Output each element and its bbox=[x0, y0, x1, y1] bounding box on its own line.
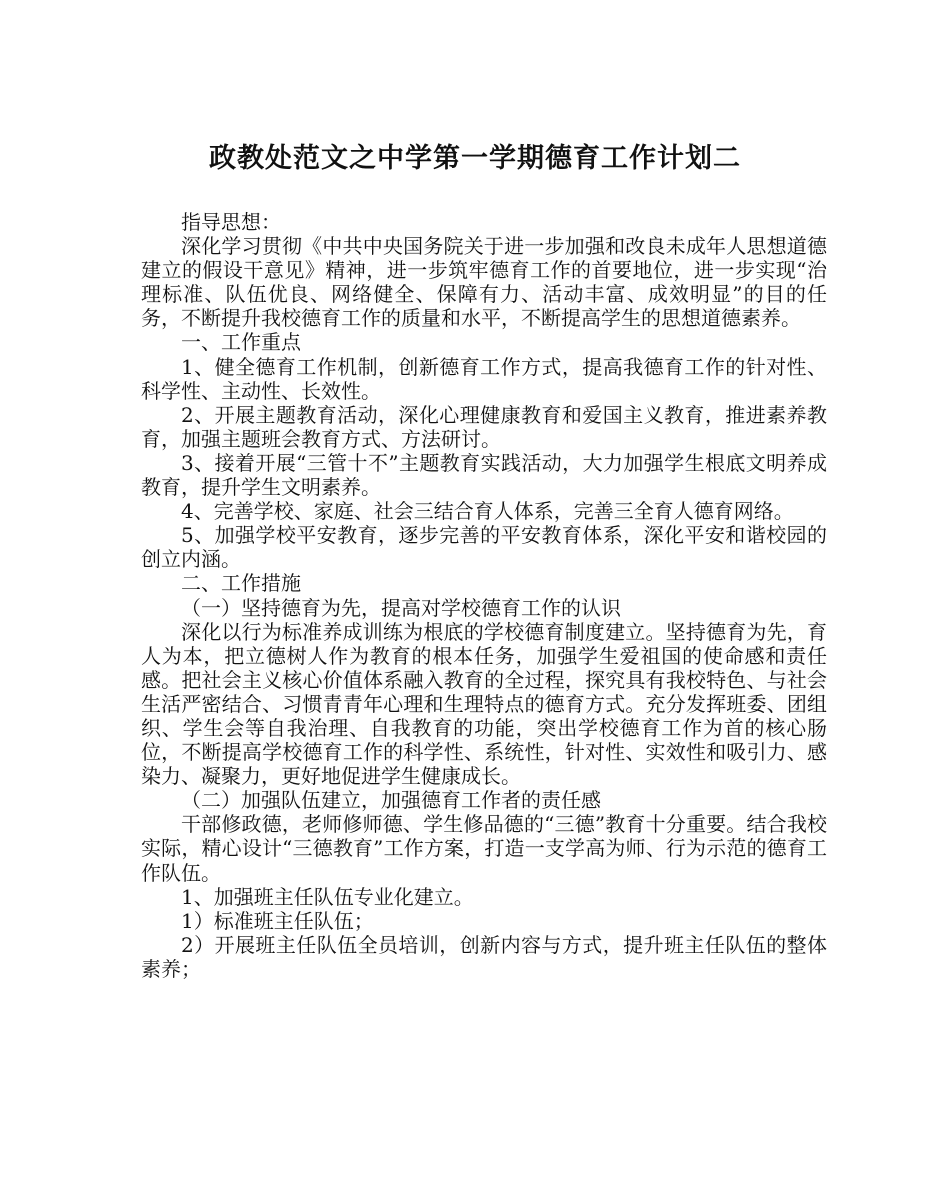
key-point-item: 4、完善学校、家庭、社会三结合育人体系，完善三全育人德育网络。 bbox=[181, 499, 794, 524]
list-item: 1）标准班主任队伍； bbox=[181, 908, 374, 933]
section-heading-measures: 二、工作措施 bbox=[181, 571, 301, 596]
document-title: 政教处范文之中学第一学期德育工作计划二 bbox=[209, 143, 741, 174]
section-heading-key-points: 一、工作重点 bbox=[181, 330, 301, 355]
list-item: 2）开展班主任队伍全员培训，创新内容与方式，提升班主任队伍的整体素养； bbox=[141, 932, 827, 981]
paragraph-guiding-heading: 指导思想： bbox=[181, 210, 281, 234]
subsection-heading: （一）坚持德育为先，提高对学校德育工作的认识 bbox=[181, 595, 621, 620]
key-point-item: 2、开展主题教育活动，深化心理健康教育和爱国主义教育，推进素养教育，加强主题班会教育方式、方法研讨。 bbox=[141, 402, 827, 451]
key-point-item: 5、加强学校平安教育，逐步完善的平安教育体系，深化平安和谐校园的创立内涵。 bbox=[141, 523, 827, 572]
key-point-item: 1、健全德育工作机制，创新德育工作方式，提高我德育工作的针对性、科学性、主动性、长效性。 bbox=[141, 354, 827, 403]
key-point-item: 3、接着开展“三管十不”主题教育实践活动，大力加强学生根底文明养成教育，提升学生文明素养。 bbox=[141, 450, 827, 500]
paragraph-guiding-text: 深化学习贯彻《中共中央国务院关于进一步加强和改良未成年人思想道德建立的假设干意见》精神，进一步筑牢德育工作的首要地位，进一步实现“治理标准、队伍优良、网络健全、保障有力、活动丰富、成效明显”的目的任务，不断提升我校德育工作的质量和水平，不断提高学生的思想道德素养。 bbox=[141, 234, 827, 331]
paragraph-text: 干部修政德，老师修师德、学生修品德的“三德”教育十分重要。结合我校实际，精心设计“三德教育”工作方案，打造一支学高为师、行为示范的德育工作队伍。 bbox=[141, 812, 827, 885]
list-item: 1、加强班主任队伍专业化建立。 bbox=[181, 884, 474, 909]
subsection-heading: （二）加强队伍建立，加强德育工作者的责任感 bbox=[181, 788, 601, 813]
document-body bbox=[141, 210, 827, 981]
paragraph-text: 深化以行为标准养成训练为根底的学校德育制度建立。坚持德育为先，育人为本，把立德树人作为教育的根本任务，加强学生爱祖国的使命感和责任感。把社会主义核心价值体系融入教育的全过程，探究具有我校特色、与社会生活严密结合、习惯青青年心理和生理特点的德育方式。充分发挥班委、团组织、学生会等自我治理、自我教育的功能，突出学校德育工作为首的核心肠位，不断提高学校德育工作的科学性、系统性，针对性、实效性和吸引力、感染力、凝聚力，更好地促进学生健康成长。 bbox=[141, 619, 827, 789]
